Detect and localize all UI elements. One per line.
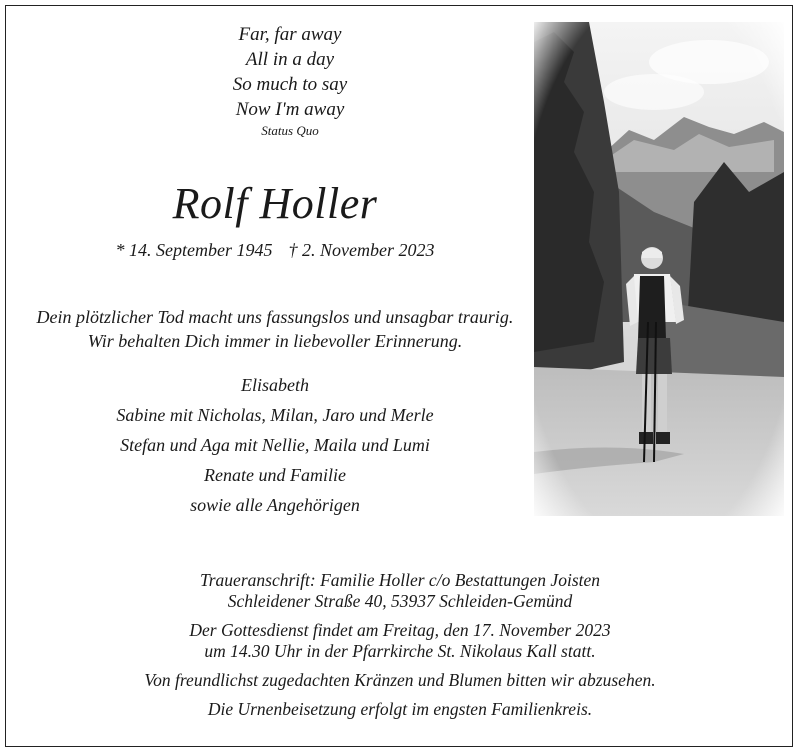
poem-line: All in a day	[245, 49, 335, 70]
notice-line: Von freundlichst zugedachten Kränzen und Blumen bitten wir abzusehen.	[144, 670, 656, 690]
life-dates	[60, 238, 490, 262]
service-line: um 14.30 Uhr in der Pfarrkirche St. Nikolaus Kall statt.	[204, 641, 596, 661]
poem-line: Now I'm away	[235, 99, 345, 120]
mourners-list	[60, 370, 490, 520]
address-line: Schleidener Straße 40, 53937 Schleiden-Gemünd	[227, 591, 573, 611]
poem-author: Status Quo	[261, 123, 319, 138]
poem-line: Far, far away	[238, 24, 342, 45]
message-line: Wir behalten Dich immer in liebevoller Erinnerung.	[87, 331, 463, 351]
address-line: Traueranschrift: Familie Holler c/o Bestattungen Joisten	[199, 570, 601, 590]
notice-line: Die Urnenbeisetzung erfolgt im engsten Familienkreis.	[207, 699, 593, 719]
footer-info	[20, 570, 780, 720]
service-line: Der Gottesdienst findet am Freitag, den 17. November 2023	[189, 620, 611, 640]
mourner: sowie alle Angehörigen	[190, 495, 360, 515]
mourner: Sabine mit Nicholas, Milan, Jaro und Merle	[116, 405, 434, 425]
deceased-name: Rolf Holler	[172, 179, 378, 228]
death-date: † 2. November 2023	[288, 240, 435, 260]
mourner: Stefan und Aga mit Nellie, Maila und Lumi	[120, 435, 430, 455]
mourner: Renate und Familie	[204, 465, 346, 485]
birth-date: * 14. September 1945	[115, 240, 273, 260]
mourner: Elisabeth	[241, 375, 309, 395]
portrait-photo	[534, 22, 784, 516]
poem-line: So much to say	[232, 74, 348, 95]
poem	[150, 22, 430, 140]
condolence-message	[10, 305, 540, 353]
message-line: Dein plötzlicher Tod macht uns fassungslos und unsagbar traurig.	[36, 307, 514, 327]
